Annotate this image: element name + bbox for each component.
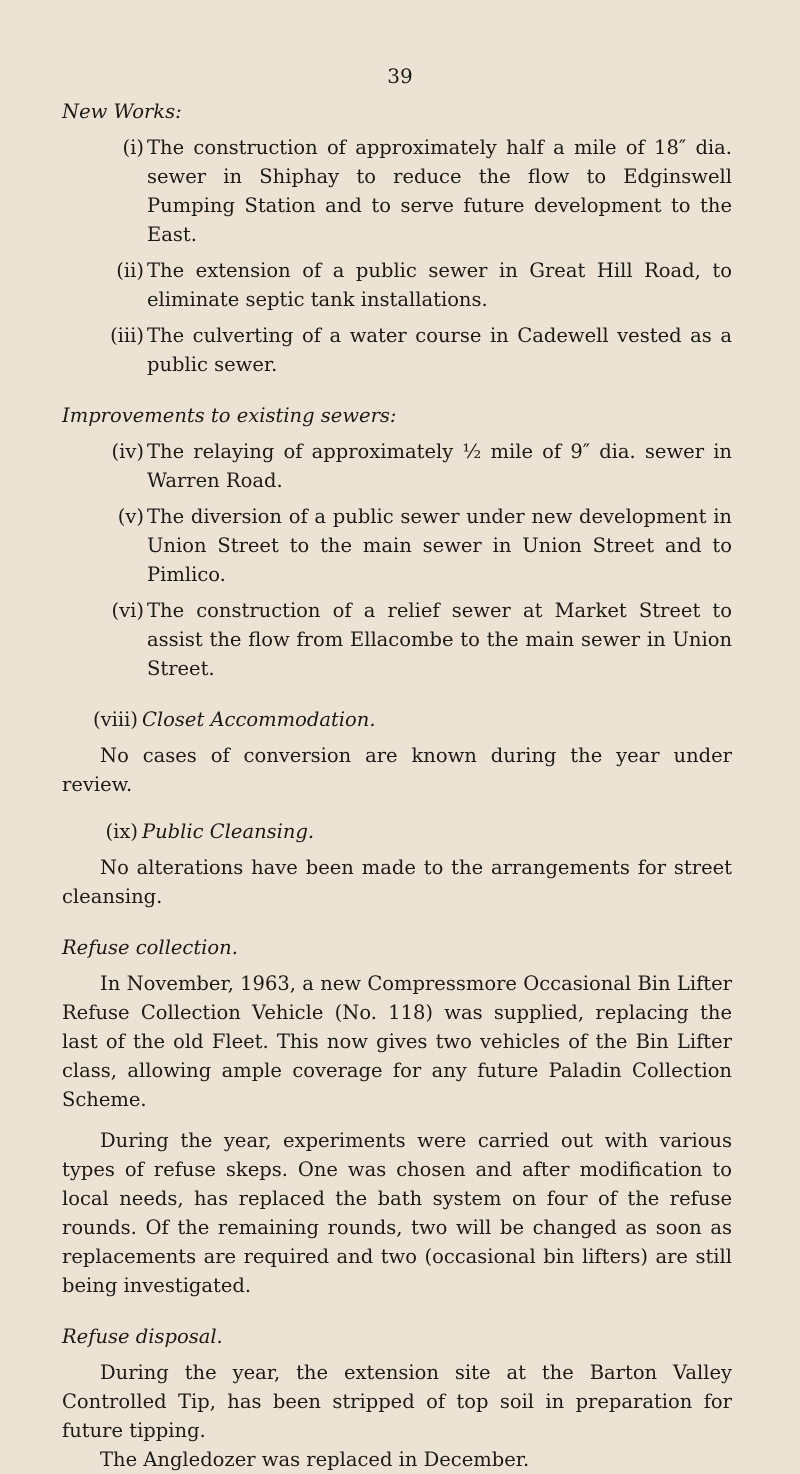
item-text: The relaying of approximately ½ mile of 9″ dia. sewer in Warren Road.: [147, 440, 732, 492]
item-text: The extension of a public sewer in Great Hill Road, to eliminate septic tank installations.: [147, 259, 732, 311]
closet-heading: [62, 705, 732, 734]
page-number: 39: [387, 64, 413, 88]
closet-section: [62, 705, 732, 799]
cleansing-section: [62, 817, 732, 911]
list-item: [62, 321, 732, 379]
item-text: The construction of a relief sewer at Market Street to assist the flow from Ellacombe to the main sewer in Union Street.: [147, 599, 732, 680]
closet-title: Closet Accommodation.: [142, 708, 376, 731]
list-item: [62, 133, 732, 249]
list-item: [62, 502, 732, 589]
cleansing-heading: [62, 817, 732, 846]
item-number: (v): [117, 505, 144, 528]
item-text: The construction of approximately half a mile of 18″ dia. sewer in Shiphay to reduce the flow to Edginswell Pumping Station and to serve future development to the East.: [147, 136, 732, 246]
item-text: The culverting of a water course in Cadewell vested as a public sewer.: [147, 324, 732, 376]
refuse-collection-heading: Refuse collection.: [62, 936, 238, 959]
refuse-disposal-paragraph: The Angledozer was replaced in December.: [100, 1448, 530, 1471]
refuse-disposal-paragraph: During the year, the extension site at the Barton Valley Controlled Tip, has been stripped of top soil in preparation for future tipping.: [62, 1361, 732, 1442]
refuse-disposal-section: [62, 1322, 732, 1474]
refuse-collection-paragraph: In November, 1963, a new Compressmore Occasional Bin Lifter Refuse Collection Vehicle (No. 118) was supplied, replacing the last of the old Fleet. This now gives two vehicles of the Bin Lifter class, allowing ample coverage for any future Paladin Collection Scheme.: [62, 972, 732, 1111]
item-text: The diversion of a public sewer under new development in Union Street to the main sewer in Union Street and to Pimlico.: [147, 505, 732, 586]
improvements-heading: Improvements to existing sewers:: [62, 404, 397, 427]
item-number: (iv): [111, 440, 144, 463]
cleansing-text: No alterations have been made to the arrangements for street cleansing.: [62, 856, 732, 908]
item-number: (iii): [110, 324, 144, 347]
list-item: [62, 437, 732, 495]
refuse-disposal-heading: Refuse disposal.: [62, 1325, 223, 1348]
page-content: [62, 97, 732, 1474]
refuse-collection-section: [62, 933, 732, 1300]
item-number: (vi): [111, 599, 144, 622]
closet-text: No cases of conversion are known during the year under review.: [62, 744, 732, 796]
item-number: (ix): [105, 820, 138, 843]
new-works-heading: New Works:: [62, 100, 182, 123]
list-item: [62, 256, 732, 314]
cleansing-title: Public Cleansing.: [142, 820, 315, 843]
item-number: (ii): [116, 259, 144, 282]
item-number: (viii): [93, 708, 138, 731]
improvements-list: [62, 437, 732, 683]
item-number: (i): [122, 136, 144, 159]
list-item: [62, 596, 732, 683]
new-works-list: [62, 133, 732, 379]
refuse-collection-paragraph: During the year, experiments were carried out with various types of refuse skeps. One was chosen and after modification to local needs, has replaced the bath system on four of the refuse rounds. Of the remaining rounds, two will be changed as soon as replacements are required and two (occasional bin lifters) are still being investigated.: [62, 1129, 732, 1297]
